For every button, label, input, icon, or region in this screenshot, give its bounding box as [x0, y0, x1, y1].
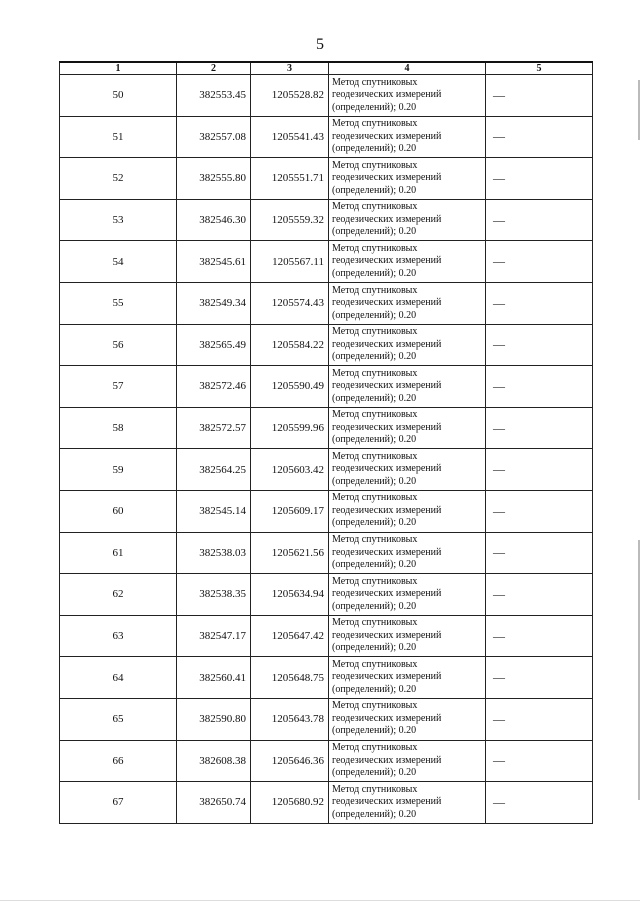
method-line: Метод спутниковых: [332, 783, 418, 795]
method-line: (определений); 0.20: [332, 184, 417, 196]
method-line: Метод спутниковых: [332, 575, 418, 587]
y-coordinate-cell: 1205584.22: [251, 324, 329, 366]
method-line: (определений); 0.20: [332, 434, 417, 446]
x-coordinate-cell: 382572.57: [177, 407, 251, 449]
point-number-cell: 51: [60, 116, 177, 158]
method-cell: [329, 158, 486, 200]
method-cell: [329, 324, 486, 366]
method-line: Метод спутниковых: [332, 492, 418, 504]
method-line: (определений); 0.20: [332, 683, 417, 695]
scan-bottom-rule: [0, 900, 640, 901]
table-row: [60, 532, 593, 574]
x-coordinate-cell: 382572.46: [177, 366, 251, 408]
x-coordinate-cell: 382547.17: [177, 615, 251, 657]
point-number-cell: 60: [60, 490, 177, 532]
column-header: 5: [486, 62, 593, 75]
method-cell: [329, 574, 486, 616]
method-line: геодезических измерений: [332, 89, 442, 101]
method-line: Метод спутниковых: [332, 742, 418, 754]
method-line: (определений); 0.20: [332, 143, 417, 155]
method-line: (определений); 0.20: [332, 226, 417, 238]
method-line: Метод спутниковых: [332, 658, 418, 670]
table-row: [60, 740, 593, 782]
table-row: [60, 116, 593, 158]
point-number-cell: 52: [60, 158, 177, 200]
point-number-cell: 66: [60, 740, 177, 782]
description-cell: —: [486, 449, 593, 491]
method-line: (определений); 0.20: [332, 309, 417, 321]
description-cell: —: [486, 75, 593, 117]
method-line: (определений); 0.20: [332, 642, 417, 654]
method-line: Метод спутниковых: [332, 450, 418, 462]
description-cell: —: [486, 574, 593, 616]
method-line: геодезических измерений: [332, 712, 442, 724]
table-row: [60, 324, 593, 366]
table-row: [60, 366, 593, 408]
table-body: [60, 75, 593, 824]
y-coordinate-cell: 1205634.94: [251, 574, 329, 616]
method-line: Метод спутниковых: [332, 76, 418, 88]
column-header: 1: [60, 62, 177, 75]
x-coordinate-cell: 382650.74: [177, 782, 251, 824]
table-row: [60, 158, 593, 200]
description-cell: —: [486, 782, 593, 824]
description-cell: —: [486, 407, 593, 449]
method-line: геодезических измерений: [332, 796, 442, 808]
table-row: [60, 657, 593, 699]
point-number-cell: 55: [60, 282, 177, 324]
method-line: (определений); 0.20: [332, 559, 417, 571]
table-header-row: [60, 62, 593, 75]
y-coordinate-cell: 1205609.17: [251, 490, 329, 532]
method-cell: [329, 657, 486, 699]
description-cell: —: [486, 158, 593, 200]
y-coordinate-cell: 1205648.75: [251, 657, 329, 699]
table-row: [60, 449, 593, 491]
y-coordinate-cell: 1205603.42: [251, 449, 329, 491]
x-coordinate-cell: 382565.49: [177, 324, 251, 366]
method-line: Метод спутниковых: [332, 284, 418, 296]
y-coordinate-cell: 1205559.32: [251, 199, 329, 241]
point-number-cell: 59: [60, 449, 177, 491]
x-coordinate-cell: 382545.61: [177, 241, 251, 283]
method-line: геодезических измерений: [332, 380, 442, 392]
point-number-cell: 50: [60, 75, 177, 117]
method-line: (определений); 0.20: [332, 475, 417, 487]
method-cell: [329, 782, 486, 824]
x-coordinate-cell: 382590.80: [177, 698, 251, 740]
method-line: геодезических измерений: [332, 671, 442, 683]
method-line: Метод спутниковых: [332, 242, 418, 254]
table-row: [60, 490, 593, 532]
y-coordinate-cell: 1205646.36: [251, 740, 329, 782]
point-number-cell: 63: [60, 615, 177, 657]
coordinates-table: [59, 61, 593, 824]
method-cell: [329, 241, 486, 283]
method-cell: [329, 698, 486, 740]
y-coordinate-cell: 1205599.96: [251, 407, 329, 449]
y-coordinate-cell: 1205590.49: [251, 366, 329, 408]
point-number-cell: 54: [60, 241, 177, 283]
column-header: 2: [177, 62, 251, 75]
table-row: [60, 241, 593, 283]
method-line: геодезических измерений: [332, 754, 442, 766]
method-line: Метод спутниковых: [332, 700, 418, 712]
method-cell: [329, 449, 486, 491]
method-line: Метод спутниковых: [332, 409, 418, 421]
method-line: геодезических измерений: [332, 172, 442, 184]
y-coordinate-cell: 1205621.56: [251, 532, 329, 574]
point-number-cell: 64: [60, 657, 177, 699]
y-coordinate-cell: 1205643.78: [251, 698, 329, 740]
point-number-cell: 61: [60, 532, 177, 574]
x-coordinate-cell: 382538.35: [177, 574, 251, 616]
method-line: (определений); 0.20: [332, 808, 417, 820]
description-cell: —: [486, 657, 593, 699]
method-cell: [329, 490, 486, 532]
description-cell: —: [486, 116, 593, 158]
table-row: [60, 407, 593, 449]
method-cell: [329, 199, 486, 241]
method-cell: [329, 116, 486, 158]
description-cell: —: [486, 324, 593, 366]
method-line: (определений); 0.20: [332, 767, 417, 779]
method-line: (определений); 0.20: [332, 725, 417, 737]
method-line: (определений); 0.20: [332, 101, 417, 113]
method-cell: [329, 615, 486, 657]
method-line: (определений); 0.20: [332, 517, 417, 529]
table-row: [60, 782, 593, 824]
method-line: Метод спутниковых: [332, 367, 418, 379]
method-cell: [329, 532, 486, 574]
method-line: геодезических измерений: [332, 463, 442, 475]
column-header: 4: [329, 62, 486, 75]
method-line: (определений); 0.20: [332, 267, 417, 279]
y-coordinate-cell: 1205680.92: [251, 782, 329, 824]
page-number: 5: [316, 36, 324, 53]
method-cell: [329, 75, 486, 117]
method-line: Метод спутниковых: [332, 201, 418, 213]
method-cell: [329, 282, 486, 324]
table-row: [60, 282, 593, 324]
x-coordinate-cell: 382546.30: [177, 199, 251, 241]
method-cell: [329, 407, 486, 449]
description-cell: —: [486, 241, 593, 283]
method-line: геодезических измерений: [332, 213, 442, 225]
method-line: Метод спутниковых: [332, 326, 418, 338]
table-row: [60, 574, 593, 616]
description-cell: —: [486, 698, 593, 740]
x-coordinate-cell: 382608.38: [177, 740, 251, 782]
x-coordinate-cell: 382545.14: [177, 490, 251, 532]
point-number-cell: 57: [60, 366, 177, 408]
x-coordinate-cell: 382557.08: [177, 116, 251, 158]
point-number-cell: 67: [60, 782, 177, 824]
description-cell: —: [486, 532, 593, 574]
method-line: Метод спутниковых: [332, 534, 418, 546]
y-coordinate-cell: 1205541.43: [251, 116, 329, 158]
y-coordinate-cell: 1205567.11: [251, 241, 329, 283]
x-coordinate-cell: 382560.41: [177, 657, 251, 699]
method-cell: [329, 740, 486, 782]
method-line: геодезических измерений: [332, 130, 442, 142]
table-row: [60, 199, 593, 241]
description-cell: —: [486, 615, 593, 657]
x-coordinate-cell: 382564.25: [177, 449, 251, 491]
column-header: 3: [251, 62, 329, 75]
method-line: геодезических измерений: [332, 421, 442, 433]
method-line: Метод спутниковых: [332, 118, 418, 130]
method-line: (определений); 0.20: [332, 392, 417, 404]
description-cell: —: [486, 199, 593, 241]
x-coordinate-cell: 382553.45: [177, 75, 251, 117]
y-coordinate-cell: 1205528.82: [251, 75, 329, 117]
table-row: [60, 615, 593, 657]
method-line: геодезических измерений: [332, 546, 442, 558]
x-coordinate-cell: 382538.03: [177, 532, 251, 574]
method-line: геодезических измерений: [332, 255, 442, 267]
y-coordinate-cell: 1205551.71: [251, 158, 329, 200]
table-row: [60, 75, 593, 117]
x-coordinate-cell: 382555.80: [177, 158, 251, 200]
description-cell: —: [486, 366, 593, 408]
point-number-cell: 56: [60, 324, 177, 366]
point-number-cell: 53: [60, 199, 177, 241]
description-cell: —: [486, 490, 593, 532]
method-line: геодезических измерений: [332, 629, 442, 641]
method-line: (определений); 0.20: [332, 351, 417, 363]
point-number-cell: 62: [60, 574, 177, 616]
method-line: геодезических измерений: [332, 504, 442, 516]
table-row: [60, 698, 593, 740]
method-line: Метод спутниковых: [332, 617, 418, 629]
method-line: геодезических измерений: [332, 297, 442, 309]
point-number-cell: 65: [60, 698, 177, 740]
y-coordinate-cell: 1205647.42: [251, 615, 329, 657]
y-coordinate-cell: 1205574.43: [251, 282, 329, 324]
method-line: геодезических измерений: [332, 338, 442, 350]
method-line: геодезических измерений: [332, 588, 442, 600]
method-cell: [329, 366, 486, 408]
x-coordinate-cell: 382549.34: [177, 282, 251, 324]
method-line: Метод спутниковых: [332, 159, 418, 171]
method-line: (определений); 0.20: [332, 600, 417, 612]
description-cell: —: [486, 740, 593, 782]
point-number-cell: 58: [60, 407, 177, 449]
description-cell: —: [486, 282, 593, 324]
